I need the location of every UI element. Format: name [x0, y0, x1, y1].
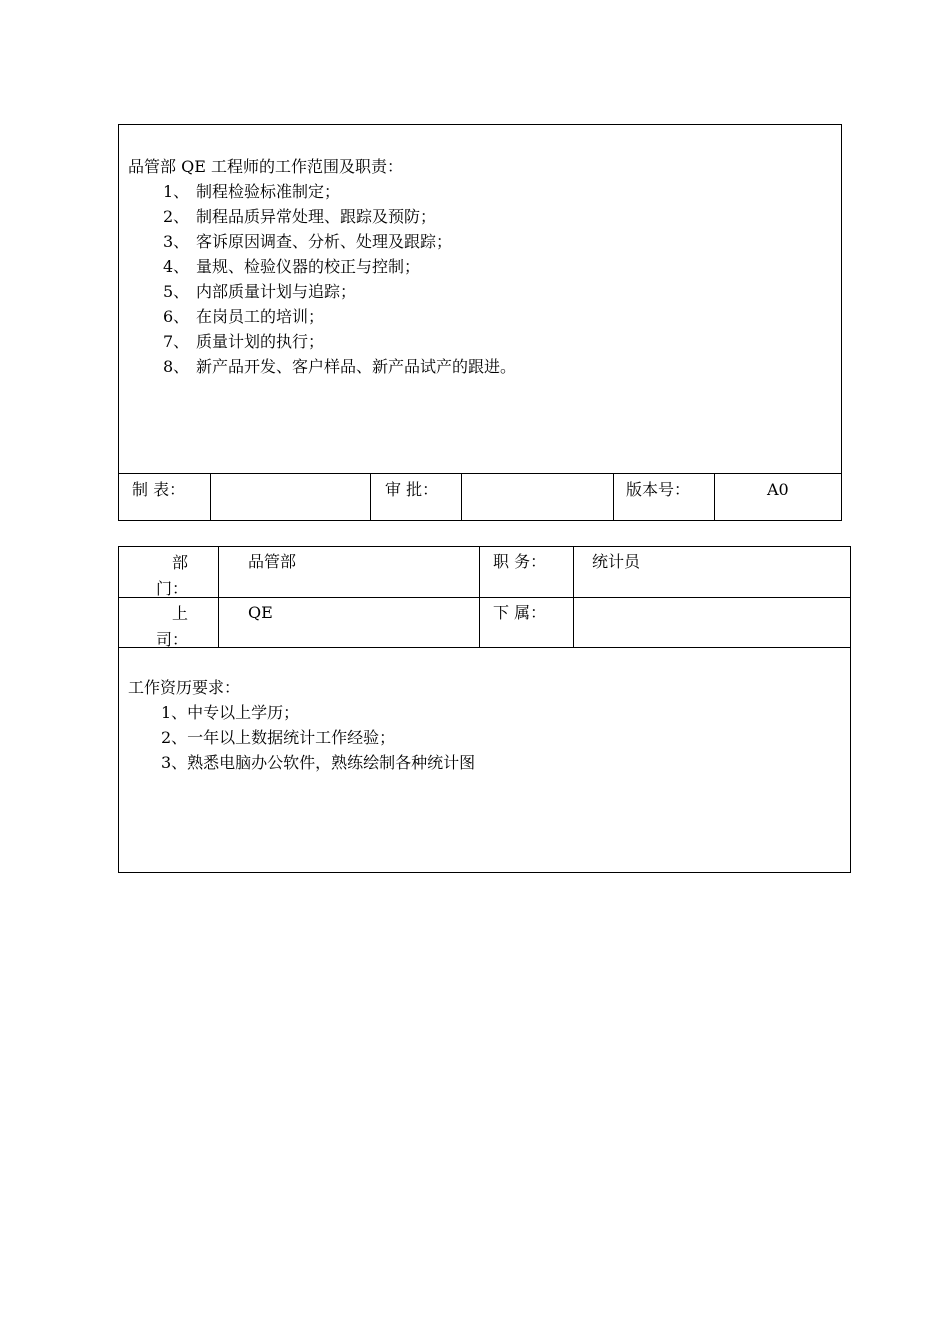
department-value-cell[interactable]	[219, 547, 480, 597]
list-item: 5、 内部质量计划与追踪；	[163, 282, 357, 301]
list-item: 8、 新产品开发、客户样品、新产品试产的跟进。	[163, 357, 517, 376]
version-label-cell	[614, 474, 715, 521]
list-item: 4、 量规、检验仪器的校正与控制；	[163, 257, 421, 276]
responsibilities-list	[163, 179, 516, 379]
version-value-cell[interactable]	[715, 474, 841, 521]
superior-row	[119, 598, 850, 648]
list-item: 1、中专以上学历；	[161, 703, 300, 722]
department-value: 品管部	[248, 552, 297, 571]
list-item: 3、熟悉电脑办公软件，熟练绘制各种统计图	[161, 753, 476, 772]
subordinate-label: 下 属：	[493, 603, 547, 622]
department-label: 部 门：	[155, 553, 188, 598]
title-value-cell[interactable]	[574, 547, 850, 597]
superior-value: QE	[248, 603, 273, 622]
requirements-list	[161, 700, 475, 775]
superior-label-cell	[119, 598, 219, 647]
made-by-value-cell[interactable]	[211, 474, 371, 521]
position-table	[118, 546, 851, 873]
approved-value-cell[interactable]	[462, 474, 614, 521]
signature-row	[119, 474, 841, 521]
approved-label-cell	[371, 474, 462, 521]
title-label-cell	[480, 547, 574, 597]
title-label: 职 务：	[493, 552, 547, 571]
version-value: A0	[767, 480, 789, 499]
department-label-cell	[119, 547, 219, 597]
list-item: 1、 制程检验标准制定；	[163, 182, 341, 201]
list-item: 2、 制程品质异常处理、跟踪及预防；	[163, 207, 437, 226]
responsibilities-table	[118, 124, 842, 521]
responsibilities-section	[119, 125, 841, 474]
list-item: 7、 质量计划的执行；	[163, 332, 325, 351]
approved-label: 审 批：	[385, 480, 439, 499]
title-value: 统计员	[592, 552, 641, 571]
superior-label: 上 司：	[155, 604, 188, 649]
made-by-label-cell	[119, 474, 211, 521]
subordinate-value-cell[interactable]	[574, 598, 850, 647]
requirements-heading: 工作资历要求：	[128, 678, 241, 697]
subordinate-label-cell	[480, 598, 574, 647]
made-by-label: 制 表：	[132, 480, 186, 499]
responsibilities-heading: 品管部 QE 工程师的工作范围及职责：	[128, 157, 403, 176]
superior-value-cell[interactable]	[219, 598, 480, 647]
list-item: 2、一年以上数据统计工作经验；	[161, 728, 396, 747]
list-item: 3、 客诉原因调查、分析、处理及跟踪；	[163, 232, 453, 251]
version-label: 版本号：	[626, 480, 691, 499]
list-item: 6、 在岗员工的培训；	[163, 307, 325, 326]
department-row	[119, 547, 850, 598]
